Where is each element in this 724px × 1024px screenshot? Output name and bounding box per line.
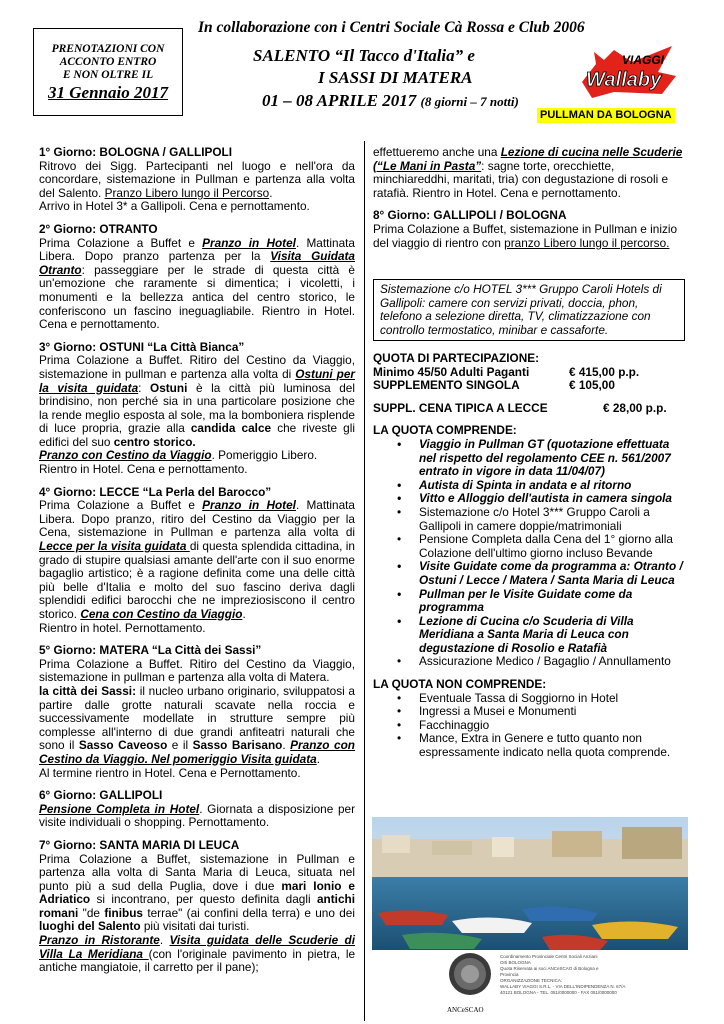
includes-heading: LA QUOTA COMPRENDE: bbox=[373, 423, 517, 438]
day-1-text: Ritrovo dei Sigg. Partecipanti nel luogo e nell'ora da concordare, sistemazione in Pullman e partenza alla volta del Salento. Pranzo Libero lungo il Percorso. Arrivo in Hotel 3* a Gallipoli. Cena e pernottamento. bbox=[39, 158, 355, 214]
footer-line: 40121 BOLOGNA - TEL. 051/0000000 - FAX 051/0000000 bbox=[500, 990, 617, 995]
day-7-text-continued: effettueremo anche una Lezione di cucina nelle Scuderie (“Le Mani in Pasta”: sagne torte, orecchiette, minchiareddhi, maritati, tria) con degustazione di rosoli e ratafià. Rientro in Hotel. Cena e pernottamento. bbox=[373, 145, 683, 200]
footer-text bbox=[500, 954, 690, 996]
title-duration: (8 giorni – 7 notti) bbox=[420, 94, 519, 109]
day-7-text: Prima Colazione a Buffet, sistemazione in Pullman e partenza alla volta di Santa Maria di Leuca, situata nel punto più a sud della Puglia, dove i due mari Ionio e Adriatico si incontrano, per questo definita dagli antichi romani "de finibus terrae" (ai confini della terra) e uno dei luoghi del Salento più visitati dai turisti. Pranzo in Ristorante. Visita guidata delle Scuderie di Villa La Meridiana (con l'originale pavimento in pietra, le antiche mangiatoie, il carretto per il pane); bbox=[39, 851, 355, 975]
day-1-title: 1° Giorno: BOLOGNA / GALLIPOLI bbox=[39, 145, 233, 159]
booking-deadline-box bbox=[33, 28, 183, 116]
logo-bottom-text: Wallaby bbox=[586, 69, 662, 91]
footer-line: Orti BOLOGNA bbox=[500, 960, 531, 965]
includes-item: • Lezione di Cucina c/o Scuderia di Villa Meridiana a Santa Maria di Leuca con degustazione di Rosolio e Ratafià bbox=[419, 615, 685, 656]
day-5-text: Prima Colazione a Buffet. Ritiro del Cestino da Viaggio, sistemazione in pullman e partenza alla volta di Matera. la città dei Sassi: il nucleo urbano originario, sviluppatosi a partire dalle grotte naturali scavate nella roccia e successivamente modellate in strutture sempre più complesse all'interno di due grandi anfiteatri naturali che sono il Sasso Caveoso e il Sasso Barisano. Pranzo con Cestino da Viaggio. Nel pomeriggio Visita guidata. Al termine rientro in Hotel. Cena e Pernottamento. bbox=[39, 656, 355, 780]
day-2-title: 2° Giorno: OTRANTO bbox=[39, 221, 158, 236]
price-heading: QUOTA DI PARTECIPAZIONE: bbox=[373, 351, 540, 365]
day-4-title: 4° Giorno: LECCE “La Perla del Barocco” bbox=[39, 484, 272, 499]
day-8-title: 8° Giorno: GALLIPOLI / BOLOGNA bbox=[373, 208, 567, 223]
includes-item: • Pullman per le Visite Guidate come da programma bbox=[419, 588, 685, 615]
booking-line: ACCONTO ENTRO bbox=[59, 56, 157, 68]
day-3-text: Prima Colazione a Buffet. Ritiro del Cestino da Viaggio, sistemazione in pullman e partenza alla volta di Ostuni per la visita guidata: Ostuni è la città più luminosa del brindisino, non perché sia in una particolare posizione che la rende meglio esposta al sole, ma la bomboniera risplende di luce propria, grazie alla candida calce che riveste gli edifici del suo centro storico. Pranzo con Cestino da Viaggio. Pomeriggio Libero. Rientro in Hotel. Cena e pernottamento. bbox=[39, 353, 355, 477]
day-2-text: Prima Colazione a Buffet e Pranzo in Hotel. Mattinata Libera. Dopo pranzo partenza per la Visita Guidata Otranto: passeggiare per le strade di questa città è un'emozione che raramente si dimentica; i vicoletti, i monumenti e la bellezza antica del centro storico, le conferiscono un fascino ineguagliabile. Rientro in Hotel. Cena e pernottamento. bbox=[39, 235, 355, 332]
ancescao-logo bbox=[447, 948, 493, 1002]
hotel-info-box: Sistemazione c/o HOTEL 3*** Gruppo Caroli Hotels di Gallipoli: camere con servizi privati, doccia, phon, telefono a selezione diretta, TV, climatizzazione con controllo termostatico, minibar e cassaforte. bbox=[373, 279, 685, 341]
footer-line: ORGANIZZAZIONE TECNICA: bbox=[500, 978, 563, 983]
includes-item: • Sistemazione c/o Hotel 3*** Gruppo Caroli a Gallipoli in camere doppie/matrimoniali bbox=[419, 506, 685, 533]
price-row-dinner: SUPPL. CENA TIPICA A LECCE € 28,00 p.p. bbox=[373, 400, 667, 415]
footer-line: Coordinamento Provinciale Centri Sociali Anziani bbox=[500, 954, 598, 959]
includes-item: • Autista di Spinta in andata e al ritorno bbox=[419, 479, 685, 493]
day-6-text: Pensione Completa in Hotel. Giornata a disposizione per visite individuali o shopping. Pernottamento. bbox=[39, 801, 355, 830]
column-divider bbox=[364, 141, 365, 1021]
excludes-item: • Eventuale Tassa di Soggiorno in Hotel bbox=[419, 692, 685, 706]
itinerary-right-column bbox=[373, 146, 685, 250]
day-8-text: Prima Colazione a Buffet, sistemazione in Pullman e inizio del viaggio di rientro con pranzo Libero lungo il percorso. bbox=[373, 221, 678, 250]
day-7-title: 7° Giorno: SANTA MARIA DI LEUCA bbox=[39, 837, 240, 852]
price-row: Minimo 45/50 Adulti Paganti € 415,00 p.p. bbox=[373, 364, 640, 379]
wallaby-logo bbox=[574, 42, 686, 100]
day-6-title: 6° Giorno: GALLIPOLI bbox=[39, 788, 163, 803]
pullman-badge: PULLMAN DA BOLOGNA bbox=[537, 108, 675, 123]
footer-line: Provincia bbox=[500, 972, 519, 977]
title-date-range: 01 – 08 APRILE 2017 bbox=[262, 91, 417, 110]
price-row: SUPPLEMENTO SINGOLA € 105,00 bbox=[373, 378, 615, 393]
excludes-heading: LA QUOTA NON COMPRENDE: bbox=[373, 677, 547, 692]
day-3-title: 3° Giorno: OSTUNI “La Città Bianca” bbox=[39, 339, 245, 354]
title-dates bbox=[262, 91, 519, 111]
title-line-2: I SASSI DI MATERA bbox=[318, 68, 473, 87]
excludes-item: • Facchinaggio bbox=[419, 719, 685, 733]
price-section bbox=[373, 352, 685, 760]
includes-item: • Viaggio in Pullman GT (quotazione effettuata nel rispetto del regolamento CEE n. 561/2007 entrato in vigore in data 11/04/07) bbox=[419, 438, 685, 479]
excludes-item: • Ingressi a Musei e Monumenti bbox=[419, 705, 685, 719]
footer-line: Quota Riservata ai soci ANCeSCAO di Bologna e bbox=[500, 966, 599, 971]
ancescao-label: ANCeSCAO bbox=[447, 1006, 484, 1014]
collaboration-note: In collaborazione con i Centri Sociale Cà Rossa e Club 2006 bbox=[198, 19, 585, 36]
day-4-text: Prima Colazione a Buffet e Pranzo in Hotel. Mattinata Libera. Dopo pranzo, ritiro del Cestino da Viaggio per la Cena, sistemazione in Pullman e partenza alla volta di Lecce per la visita guidata di questa splendida cittadina, in grado di stupire qualsiasi amante dell'arte con il suo enorme bagaglio artistico; è a ragione definita come una delle città più belle d'Italia e molto del suo fascino deriva dagli splendidi edifici barocchi che ne impreziosiscono il centro storico. Cena con Cestino da Viaggio. Rientro in hotel. Pernottamento. bbox=[39, 498, 355, 635]
booking-deadline: 31 Gennaio 2017 bbox=[48, 83, 168, 102]
excludes-item: • Mance, Extra in Genere e tutto quanto non espressamente indicato nella quota comprende. bbox=[419, 732, 685, 759]
logo-top-text: VIAGGI bbox=[622, 53, 665, 67]
includes-item: • Vitto e Alloggio dell'autista in camera singola bbox=[419, 492, 685, 506]
includes-item: • Pensione Completa dalla Cena del 1° giorno alla Colazione dell'ultimo giorno incluso Bevande bbox=[419, 533, 685, 560]
footer-line: WALLABY VIAGGI S.R.L. - VIA DELL'INDIPENDENZA N. 67/A bbox=[500, 984, 626, 989]
includes-list bbox=[373, 438, 685, 669]
includes-item: • Visite Guidate come da programma a: Otranto / Ostuni / Lecce / Matera / Santa Maria di Leuca bbox=[419, 560, 685, 587]
includes-item: • Assicurazione Medico / Bagaglio / Annullamento bbox=[419, 655, 685, 669]
itinerary-left-column bbox=[39, 146, 355, 975]
title-line-1: SALENTO “Il Tacco d'Italia” e bbox=[253, 46, 475, 65]
booking-line: E NON OLTRE IL bbox=[62, 69, 154, 81]
gallipoli-harbour-photo bbox=[372, 817, 688, 950]
day-5-title: 5° Giorno: MATERA “La Città dei Sassi” bbox=[39, 643, 262, 658]
excludes-list bbox=[373, 692, 685, 760]
booking-line: PRENOTAZIONI CON bbox=[51, 43, 165, 55]
